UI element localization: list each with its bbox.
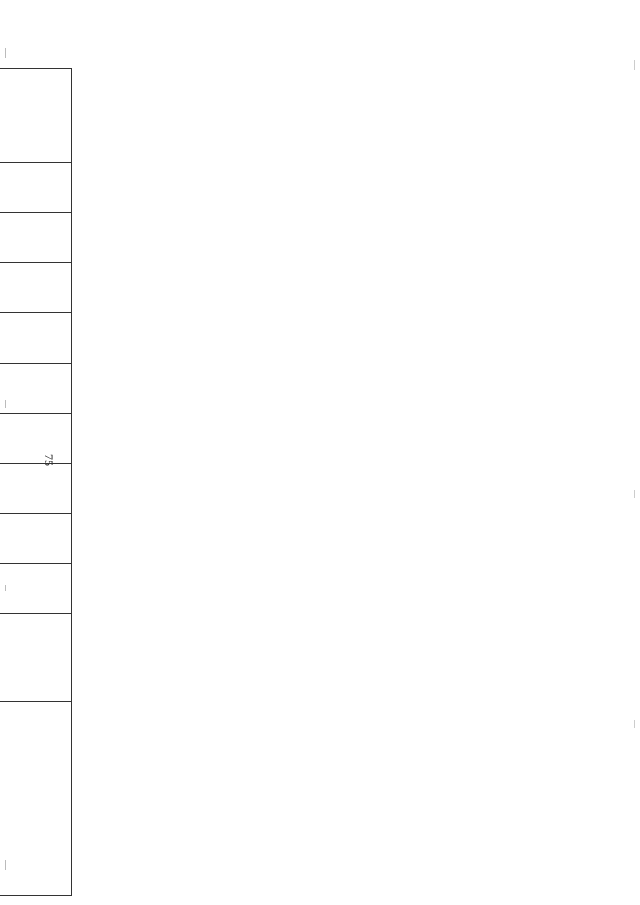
- scan-margin-mark: [634, 720, 635, 728]
- row-value: [0, 163, 72, 213]
- scan-margin-mark: [634, 60, 635, 70]
- row-value: [0, 213, 72, 263]
- page-number: 75: [42, 454, 56, 466]
- table-row: [0, 69, 72, 896]
- row-value: [0, 363, 72, 413]
- row-value: [0, 563, 72, 613]
- row-value: [0, 263, 72, 313]
- row-indicator-name: [0, 701, 72, 895]
- accessibility-indicators-table: [0, 68, 72, 896]
- row-value: [0, 513, 72, 563]
- scan-margin-mark: [5, 48, 6, 58]
- scan-margin-mark: [634, 490, 635, 498]
- rotated-table-container: [0, 68, 72, 896]
- row-unit: [0, 614, 72, 702]
- row-value: [0, 313, 72, 363]
- row-responsible: [0, 69, 72, 163]
- row-value: [0, 413, 72, 463]
- row-value: [0, 463, 72, 513]
